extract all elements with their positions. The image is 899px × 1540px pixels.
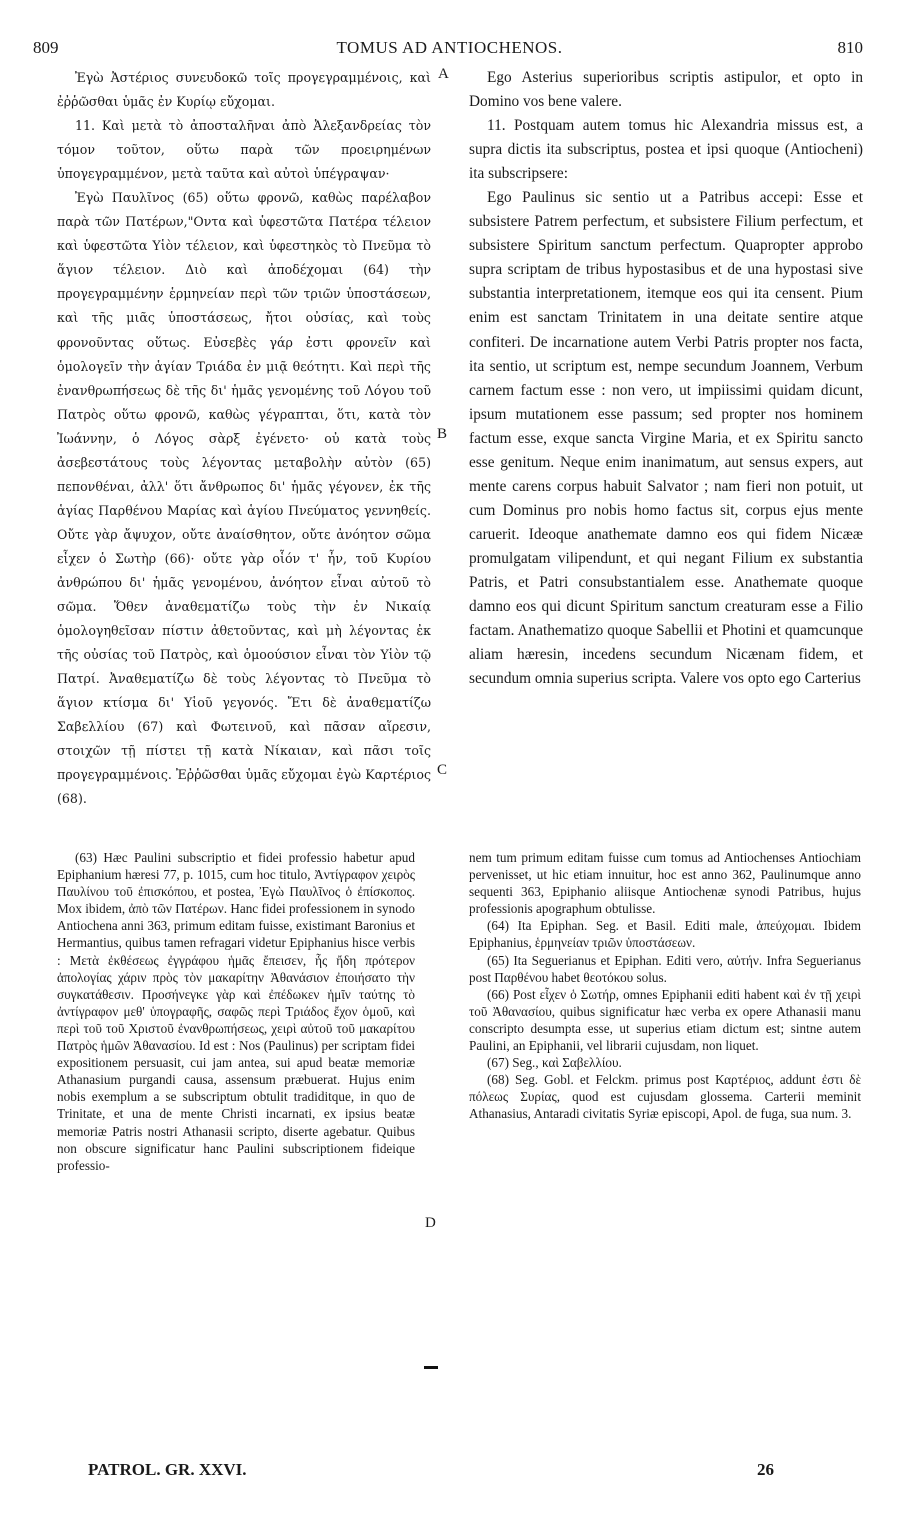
margin-letter-b: B — [437, 426, 448, 442]
greek-paragraph: 11. Καὶ μετὰ τὸ ἀποσταλῆναι ἀπὸ Ἀλεξανδρείας τὸν τόμον τοῦτον, οὕτω παρὰ τῶν προειρημένων ὑπογεγραμμένον, μετὰ ταῦτα καὶ αὐτοὶ ὑπέγραψαν· — [57, 118, 431, 182]
footnote: (63) Hæc Paulini subscriptio et fidei professio habetur apud Epiphanium hæresi 77, p. 1015, cum hoc titulo, Ἀντίγραφον χειρὸς Παυλίνου τοῦ ἐπισκόπου, et postea, Ἐγὼ Παυλῖνος ὁ ἐπίσκοπος. Mox ibidem, ἀπὸ τῶν Πατέρων. Hanc fidei professionem in synodo Antiochena anni 363, primum editam fuisse, existimant Baronius et Hermantius, quibus tamen refragari videtur Epiphanius hisce verbis : Μετὰ ἐκθέσεως ἐγγράφου ἡμᾶς ἔπεισεν, ἧς ἤδη πρότερον ἀπολογίας χάριν πρὸς τὸν μακαρίτην Ἀθανάσιον ἐποιήσατο τὴν συγκατάθεσιν. Προσήνεγκε γὰρ καὶ ἐπέδωκεν ἡμῖν ταύτης τὸ ἀντίγραφον μεθ' ὑπογραφῆς, σαφῶς περὶ Τριάδος ἔχον ὁμοῦ, καὶ περὶ τοῦ τοῦ Χριστοῦ ἐνανθρωπήσεως, χειρὶ αὐτοῦ τοῦ μακαρίτου Πατρὸς ἡμῶν Ἀθανασίου. Id est : Nos (Paulinus) per scriptam fidei expositionem persuasit, cui jam antea, sui apud beatæ memoriæ Athanasium purgandi causa, assensum præbuerat. Hujus enim nobis exemplum a se subscriptum obtulit tradiditque, in quo de Trinitate, et una de mente Christi incarnati, ex ipsius beatæ memoriæ Patris nostri Athanasii scripto, diserte agebatur. Quibus non obscure significatur hanc Paulini subscriptionem fideique professio- — [57, 850, 415, 1173]
footnote: (65) Ita Seguerianus et Epiphan. Editi vero, αὐτήν. Infra Seguerianus post Παρθένου habet θεοτόκου solus. — [469, 952, 861, 985]
latin-paragraph: Ego Asterius superioribus scriptis astipulor, et opto in Domino vos bene valere. — [469, 69, 863, 111]
greek-paragraph: Ἐγὼ Ἀστέριος συνευδοκῶ τοῖς προγεγραμμένοις, καὶ ἐῤῥῶσθαι ὑμᾶς ἐν Κυρίῳ εὔχομαι. — [57, 70, 431, 110]
footer-sheet-number: 26 — [757, 1460, 774, 1479]
margin-letter-a: A — [438, 66, 449, 82]
greek-paragraph: Ἐγὼ Παυλῖνος (65) οὕτω φρονῶ, καθὼς παρέλαβον παρὰ τῶν Πατέρων,"Οντα καὶ ὑφεστῶτα Πατέρα τέλειον καὶ ὑφεστῶτα Υἱὸν τέλειον, καὶ ὑφεστηκὸς τὸ Πνεῦμα τὸ ἅγιον τέλειον. Διὸ καὶ ἀποδέχομαι (64) τὴν προγεγραμμένην ἑρμηνείαν περὶ τῶν τριῶν ὑποστάσεων, καὶ τῆς μιᾶς ὑποστάσεως, ἤτοι οὐσίας, καὶ τοὺς φρονοῦντας οὕτως. Εὐσεβὲς γάρ ἐστι φρονεῖν καὶ ὁμολογεῖν τὴν ἁγίαν Τριάδα ἐν μιᾷ θεότητι. Καὶ περὶ τῆς ἐνανθρωπήσεως δὲ τῆς δι' ἡμᾶς γενομένης τοῦ Λόγου τοῦ Πατρὸς οὕτω φρονῶ, καθὼς γέγραπται, ὅτι, κατὰ τὸν Ἰωάννην, ὁ Λόγος σὰρξ ἐγένετο· οὐ κατὰ τοὺς ἀσεβεστάτους τοὺς λέγοντας μεταβολὴν αὐτὸν (65) πεπονθέναι, ἀλλ' ὅτι ἄνθρωπος δι' ἡμᾶς γέγονεν, ἐκ τῆς ἁγίας Παρθένου Μαρίας καὶ ἁγίου Πνεύματος γεννηθείς. Οὔτε γὰρ ἄψυχον, οὔτε ἀναίσθητον, οὔτε ἀνόητον σῶμα εἶχεν ὁ Σωτὴρ (66)· οὔτε γὰρ οἷόν τ' ἦν, τοῦ Κυρίου ἀνθρώπου δι' ἡμᾶς γενομένου, ἀνόητον εἶναι αὐτοῦ τὸ σῶμα. Ὅθεν ἀναθεματίζω τοὺς τὴν ἐν Νικαίᾳ ὁμολογηθεῖσαν πίστιν ἀθετοῦντας, καὶ μὴ λέγοντας ἐκ τῆς οὐσίας τοῦ Πατρὸς, καὶ ὁμοούσιον εἶναι τὸν Υἱὸν τῷ Πατρί. Ἀναθεματίζω δὲ τοὺς λέγοντας τὸ Πνεῦμα τὸ ἅγιον κτίσμα δι' Υἱοῦ γεγονός. Ἔτι δὲ ἀναθεματίζω Σαβελλίου (67) καὶ Φωτεινοῦ, καὶ πᾶσαν αἵρεσιν, στοιχῶν τῇ πίστει τῇ κατὰ Νίκαιαν, καὶ πᾶσι τοῖς προγεγραμμένοις. Ἐῤῥῶσθαι ὑμᾶς εὔχομαι ἐγὼ Καρτέριος (68). — [57, 190, 431, 807]
footnote: (66) Post εἶχεν ὁ Σωτήρ, omnes Epiphanii editi habent καὶ ἐν τῇ χειρὶ τοῦ Ἀθανασίου, quibus significatur hæc verba ex opere Athanasii manu conscripto desumpta esse, ut superius etiam dictum est; sintne autem Paulini, an Epiphanii, vel librarii cujusdam, non liquet. — [469, 986, 861, 1054]
latin-paragraph: Ego Paulinus sic sentio ut a Patribus accepi: Esse et subsistere Patrem perfectum, et subsistere Filium perfectum, et subsistere Spiritum sanctum perfectum. Quapropter approbo supra scriptam de tribus hypostasibus et de una hypostasi sive substantia interpretationem, itemque eos qui ita censent. Pium enim est sanctam Trinitatem in una deitate sentire atque confiteri. De incarnatione autem Verbi Patris propter nos facta, ita sentio, ut scriptum est, nempe secundum Joannem, Verbum carnem factum esse : non vero, ut impiissimi quidam dicunt, ipsum mutationem esse passum; sed propter nos hominem factum esse, exque sancta Virgine Maria, et ex Spiritu sancto esse genitum. Neque enim inanimatum, aut sensus expers, aut mente carens corpus habuit Salvator ; nam fieri non potuit, ut cum Dominus pro nobis homo factus sit, corpus ejus mente caruerit. Ideoque anathemate damno eos qui fidem Nicææ promulgatam vilipendunt, et qui negant Filium ex substantia Patris, et Patri consubstantialem esse. Anathemate quoque damno eos qui dicunt Spiritum sanctum creaturam esse a Filio factam. Anathematizo quoque Sabellii et Photini et quamcunque aliam hæresin, incedens secundum Nicænam fidem, et secundum omnia superius scripta. Valere vos opto ego Carterius — [469, 189, 863, 688]
footnote: (64) Ita Epiphan. Seg. et Basil. Editi male, ἀπεύχομαι. Ibidem Epiphanius, ἑρμηνείαν τριῶν ὑποστάσεων. — [469, 918, 861, 951]
margin-letter-c: C — [437, 762, 448, 778]
separator-dash — [424, 1366, 438, 1369]
page-number-left: 809 — [33, 38, 59, 57]
page-number-right: 810 — [837, 38, 863, 57]
footnote: (67) Seg., καὶ Σαβελλίου. — [487, 1055, 622, 1071]
footnotes-right — [469, 849, 861, 1123]
greek-text-column — [57, 66, 431, 811]
latin-text-column — [469, 66, 863, 691]
latin-paragraph: 11. Postquam autem tomus hic Alexandria missus est, a supra dictis ita subscriptus, postea et ipsi quoque (Antiocheni) ita subscripsere: — [469, 117, 863, 183]
running-title: TOMUS AD ANTIOCHENOS. — [336, 38, 563, 57]
footer-signature: PATROL. GR. XXVI. — [88, 1460, 247, 1479]
footnote: (68) Seg. Gobl. et Felckm. primus post Καρτέριος, addunt ἐστι δὲ πόλεως Συρίας, quod est cujusdam glossema. Carterii meminit Athanasius, Antaradi civitatis Syriæ episcopi, Apol. de fuga, sua num. 3. — [469, 1072, 861, 1122]
footnotes-left — [57, 849, 415, 1174]
margin-letter-d: D — [425, 1215, 436, 1231]
footnote: nem tum primum editam fuisse cum tomus ad Antiochenses Antiochiam pervenisset, ut hic etiam innuitur, hoc est anno 362, Paulinumque anno sequenti 363, Epiphanio aliisque Antiochenæ synodi Patribus, hujus professionis apographum obtulisse. — [469, 850, 861, 917]
